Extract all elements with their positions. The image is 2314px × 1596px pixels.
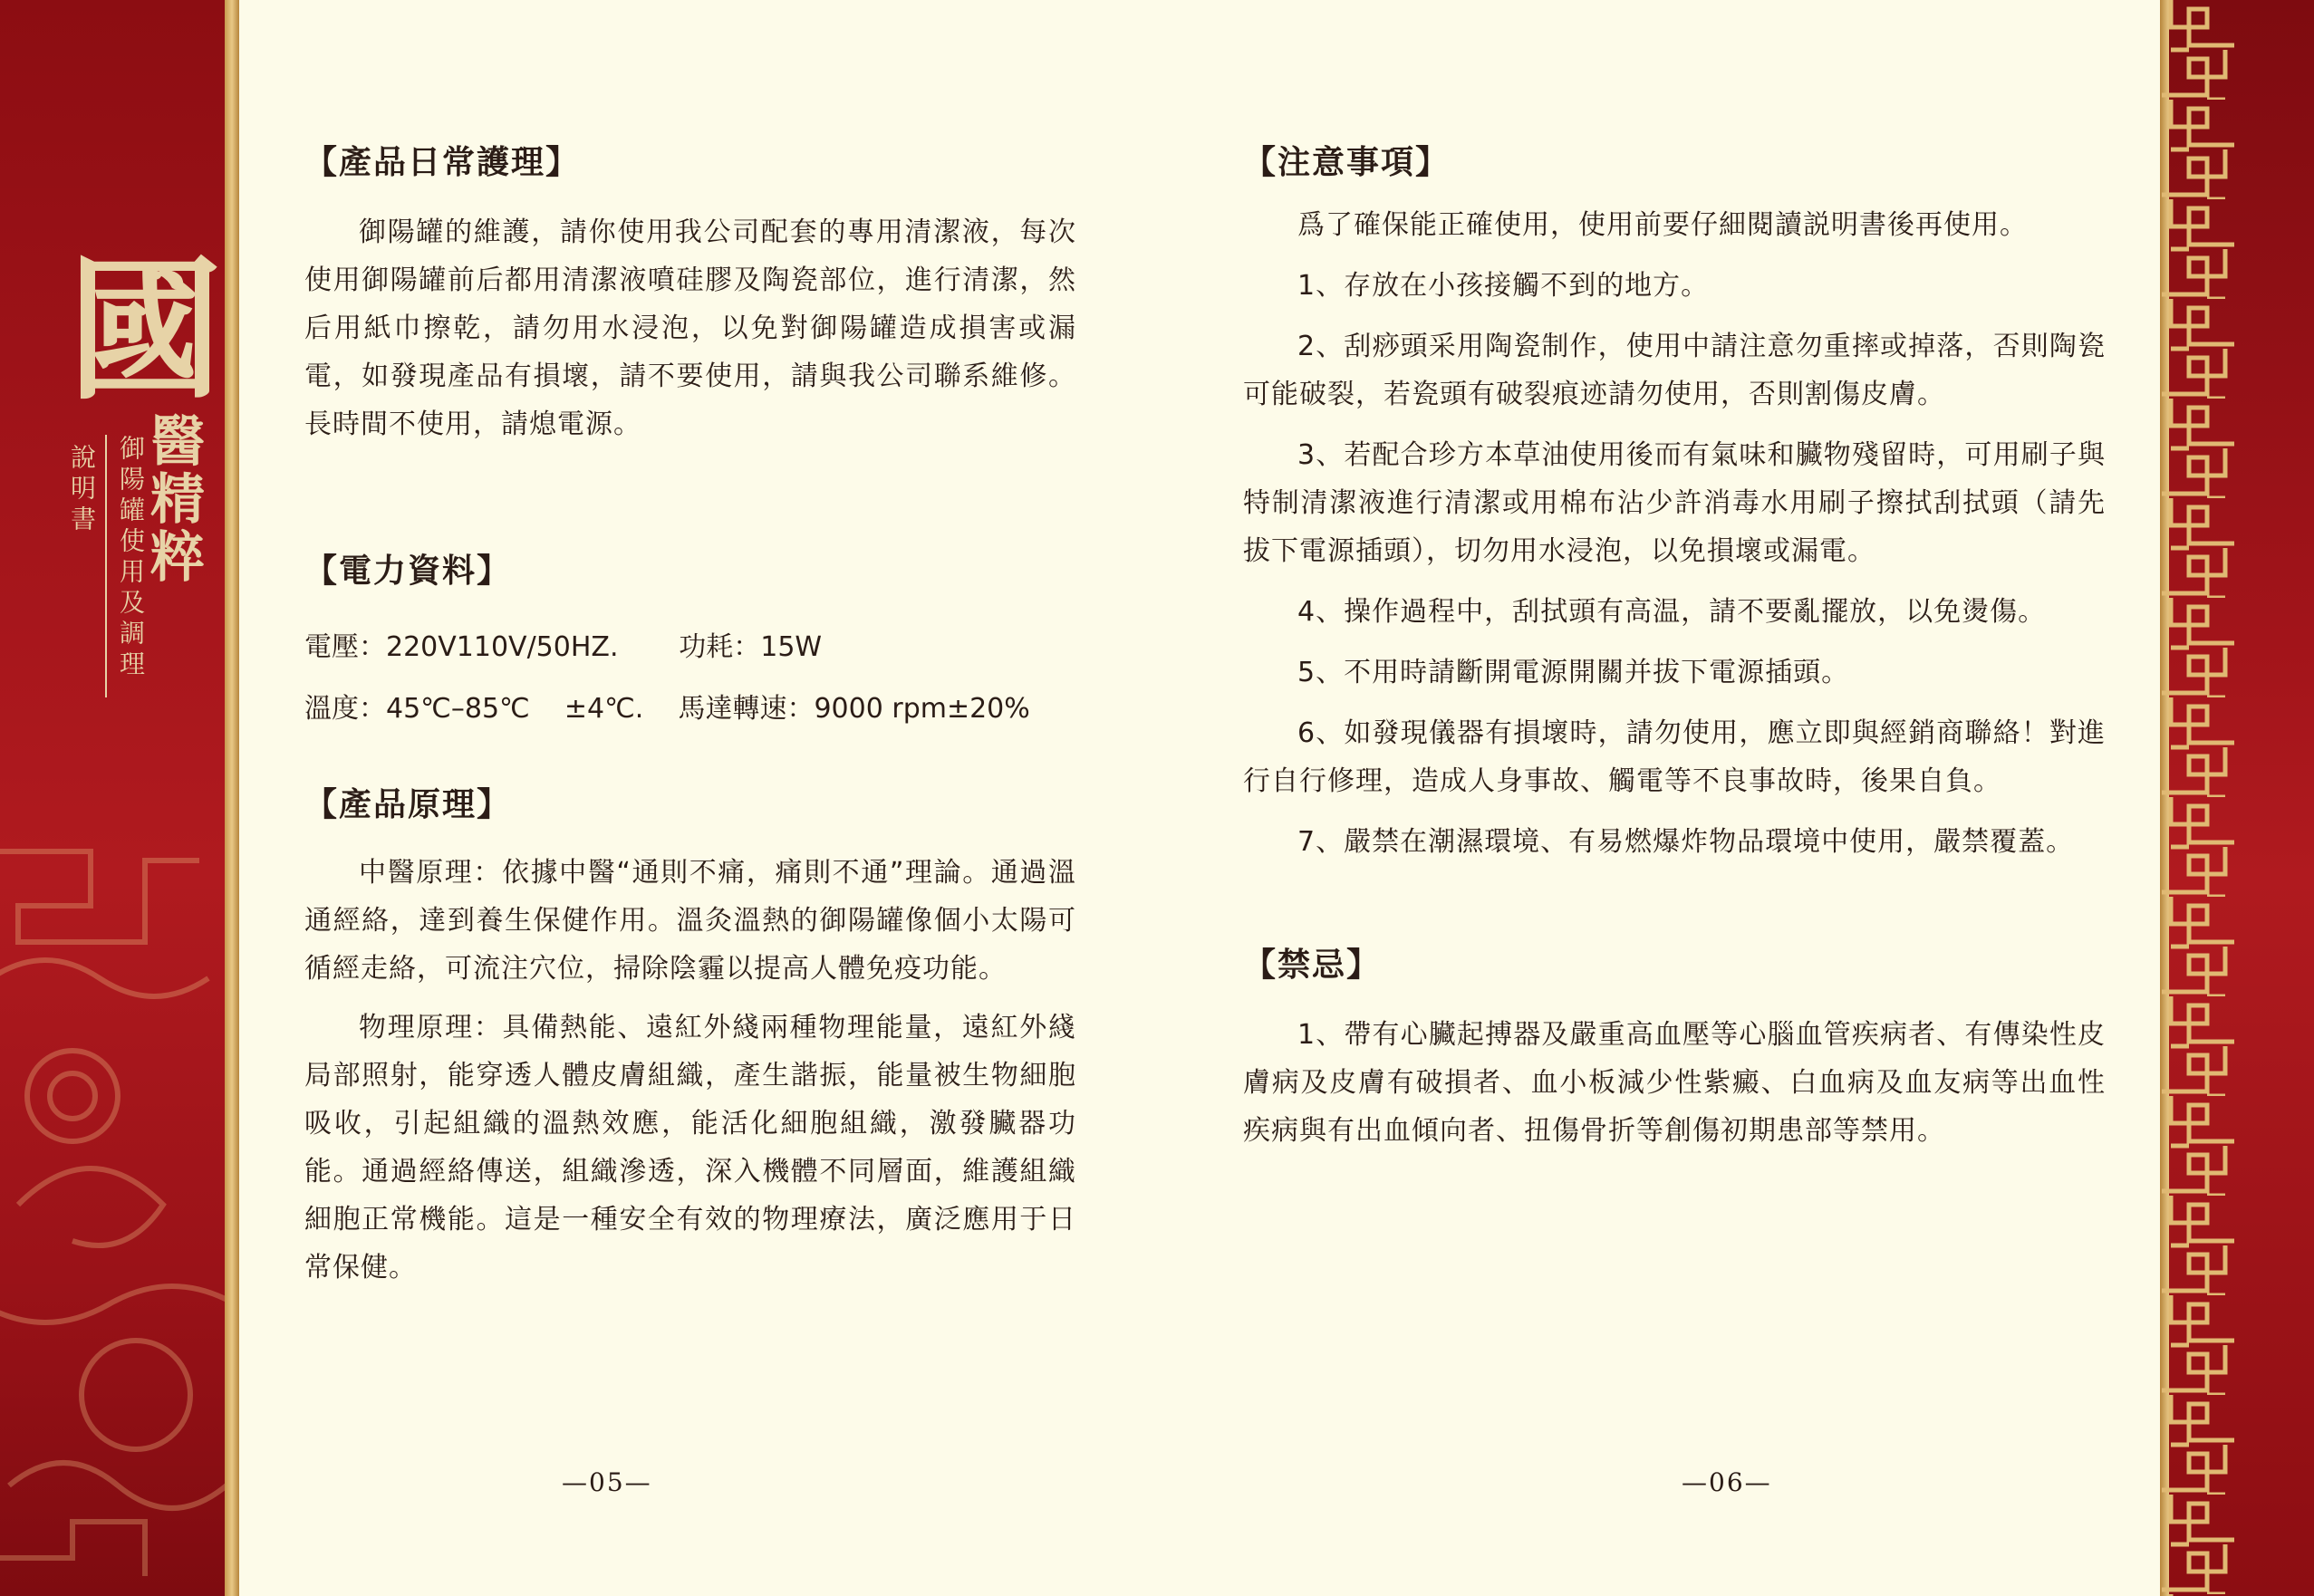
right-page bbox=[1243, 136, 2106, 1155]
notes-item: 2、刮痧頭采用陶瓷制作，使用中請注意勿重摔或掉落，否則陶瓷可能破裂，若瓷頭有破裂痕迹請勿使用，否則割傷皮膚。 bbox=[1243, 331, 2106, 410]
principle-tcm-paragraph: 中醫原理：依據中醫“通則不痛，痛則不通”理論。通過溫通經絡，達到養生保健作用。溫灸溫熱的御陽罐像個小太陽可循經走絡，可流注穴位，掃除陰霾以提高人體免疫功能。 bbox=[304, 857, 1076, 985]
notes-item: 7、嚴禁在潮濕環境、有易燃爆炸物品環境中使用，嚴禁覆蓋。 bbox=[1297, 826, 2075, 858]
notes-item: 4、操作過程中，刮拭頭有高温，請不要亂擺放，以免燙傷。 bbox=[1297, 596, 2047, 628]
brand-subtitle-2: 說明書 bbox=[67, 444, 97, 536]
taboo-item: 1、帶有心臟起搏器及嚴重高血壓等心腦血管疾病者、有傳染性皮膚病及皮膚有破損者、血小板減少性紫癜、白血病及血友病等出血性疾病與有出血傾向者、扭傷骨折等創傷初期患部等禁用。 bbox=[1243, 1019, 2106, 1147]
left-page bbox=[304, 136, 1076, 1292]
page-number-right: —06— bbox=[1682, 1467, 1772, 1497]
notes-intro: 爲了確保能正確使用，使用前要仔細閱讀説明書後再使用。 bbox=[1297, 209, 2028, 241]
taboo-heading: 【禁忌】 bbox=[1243, 947, 1382, 984]
principle-physics-paragraph: 物理原理：具備熱能、遠紅外綫兩種物理能量，遠紅外綫局部照射，能穿透人體皮膚組織，產生諧振，能量被生物細胞吸收，引起組織的溫熱效應，能活化細胞組織，激發臟器功能。通過經絡傳送，組織滲透，深入機體不同層面，維護組織細胞正常機能。這是一種安全有效的物理療法，廣泛應用于日常保健。 bbox=[304, 1012, 1076, 1284]
power-spec-line-2: 溫度：45℃–85℃ ±4℃. 馬達轉速：9000 rpm±20% bbox=[304, 693, 1030, 725]
power-spec-line-1: 電壓：220V110V/50HZ. 功耗：15W bbox=[304, 631, 823, 663]
notes-item: 1、存放在小孩接觸不到的地方。 bbox=[1297, 270, 1710, 302]
care-heading: 【產品日常護理】 bbox=[304, 144, 581, 181]
notes-heading: 【注意事項】 bbox=[1243, 144, 1451, 181]
brand-side-title: 醫精粹 bbox=[141, 412, 205, 586]
page-number-left: —05— bbox=[562, 1467, 652, 1497]
power-heading: 【電力資料】 bbox=[304, 553, 512, 590]
notes-item: 6、如發現儀器有損壞時，請勿使用，應立即與經銷商聯絡！對進行自行修理，造成人身事故、觸電等不良事故時，後果自負。 bbox=[1243, 717, 2106, 797]
notes-item: 5、不用時請斷開電源開關并拔下電源插頭。 bbox=[1297, 657, 1850, 688]
left-decorative-band bbox=[0, 0, 225, 1596]
care-body: 御陽罐的維護，請你使用我公司配套的專用清潔液，每次使用御陽罐前后都用清潔液噴硅膠及陶瓷部位，進行清潔，然后用紙巾擦乾，請勿用水浸泡，以免對御陽罐造成損害或漏電，如發現產品有損壞，請不要使用，請與我公司聯系維修。長時間不使用，請熄電源。 bbox=[304, 216, 1076, 440]
principle-heading: 【產品原理】 bbox=[304, 786, 512, 823]
cloud-pattern-decoration bbox=[0, 797, 225, 1596]
fretwork-border-decoration bbox=[2162, 0, 2234, 1596]
notes-item: 3、若配合珍方本草油使用後而有氣味和臟物殘留時，可用刷子與特制清潔液進行清潔或用棉布沾少許消毒水用刷子擦拭刮拭頭（請先拔下電源插頭），切勿用水浸泡，以免損壞或漏電。 bbox=[1243, 439, 2106, 567]
brand-logo-char: 國 bbox=[67, 240, 222, 421]
left-gold-stripe bbox=[225, 0, 239, 1596]
brand-subtitle: 御陽罐使用及調理 bbox=[105, 435, 149, 697]
